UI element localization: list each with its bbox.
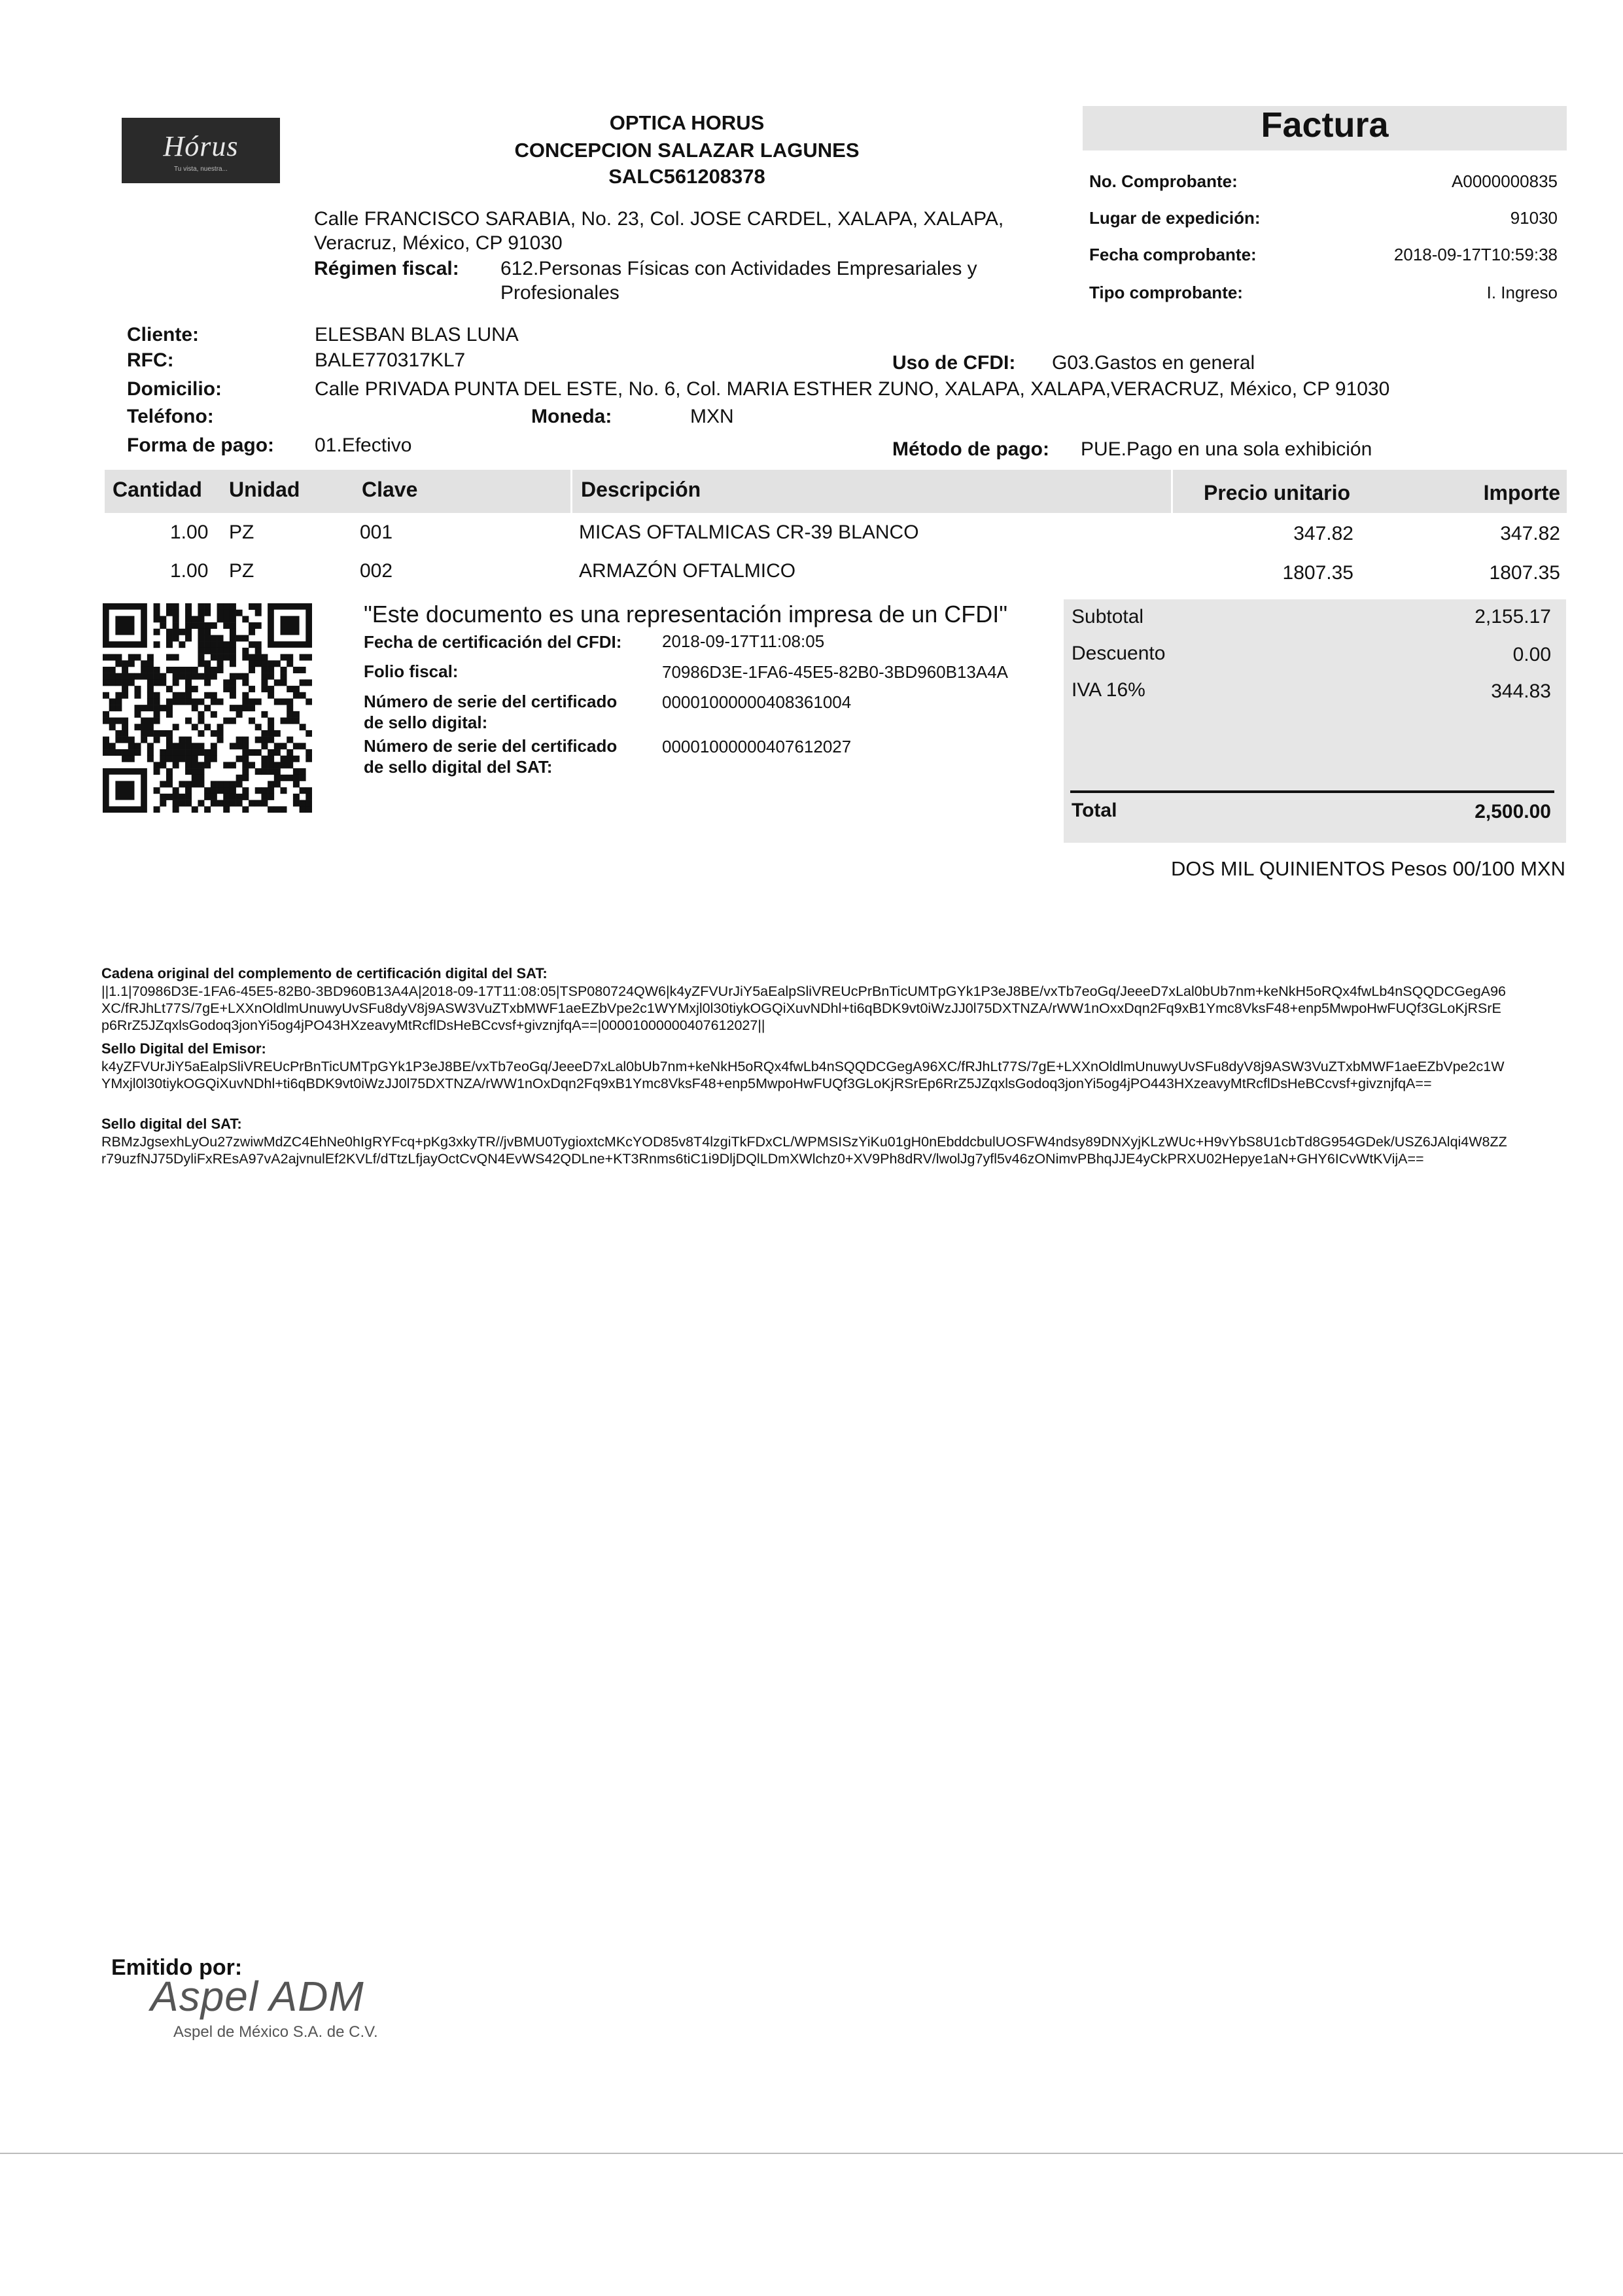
fecha-certificacion-label: Fecha de certificación del CFDI: (364, 632, 622, 652)
emitido-por-label: Emitido por: (111, 1955, 243, 1980)
iva-value: 344.83 (1491, 680, 1551, 702)
factura-title: Factura (1261, 105, 1389, 145)
regimen-value-1: 612.Personas Físicas con Actividades Empresariales y (500, 258, 977, 279)
row-descripcion: ARMAZÓN OFTALMICO (579, 560, 796, 582)
sello-emisor-label: Sello Digital del Emisor: (101, 1040, 266, 1057)
company-logo (122, 118, 280, 183)
row-cantidad: 1.00 (170, 521, 209, 543)
fecha-certificacion-value: 2018-09-17T11:08:05 (662, 631, 825, 651)
logo-word: Hórus (163, 130, 239, 162)
fecha-comprobante-label: Fecha comprobante: (1089, 245, 1257, 264)
sello-emisor-text: k4yZFVUrJiY5aEalpSliVREUcPrBnTicUMTpGYk1P3eJ8BE/vxTb7eoGq/JeeeD7xLal0bUb7nm+keNkH5oRQx4fwLb4nSQQDCGegA96XC/fRJhLt77S/7gE+LXXnOldlmUnuwyUvSFu8dyV8j9ASW3VuZTxbMWF1aeEZbVpe2c1WYMxjl0l30tiykOGQiXuvNDhl+ti6qBDK9vt0iWzJJ0l75DXTNZA/rWW1nOxDqn2Fq9xB1Ymc8VksF48+enp5MwpoHwFUQf3GLoKjRSrEp6RrZ5JZqxlsGodoq3jonYi5og4jPO443HXzeavyMtRcflDsHeBCcvsf+givznjfqA== (101, 1059, 1505, 1091)
subtotal-value: 2,155.17 (1475, 606, 1551, 627)
no-comprobante-value: A0000000835 (1452, 171, 1558, 191)
domicilio-label: Domicilio: (127, 378, 222, 400)
serie-sat-value: 00001000000407612027 (662, 737, 852, 756)
serie-sat-label-2: de sello digital del SAT: (364, 757, 553, 777)
th-unidad: Unidad (229, 478, 300, 501)
totals-divider (1070, 790, 1554, 793)
serie-emisor-label-2: de sello digital: (364, 713, 488, 732)
lugar-label: Lugar de expedición: (1089, 208, 1261, 228)
telefono-label: Teléfono: (127, 406, 214, 427)
table-header-divider (570, 470, 572, 513)
aspel-logo: Aspel ADM (150, 1973, 364, 2020)
row-descripcion: MICAS OFTALMICAS CR-39 BLANCO (579, 521, 919, 543)
serie-emisor-label-1: Número de serie del certificado (364, 692, 618, 711)
logo-tagline: Tu vista, nuestra... (174, 166, 228, 173)
row-importe: 1807.35 (1489, 562, 1560, 584)
company-name: OPTICA HORUS (609, 111, 765, 134)
total-label: Total (1072, 800, 1117, 821)
company-address-line2: Veracruz, México, CP 91030 (314, 232, 563, 254)
total-letra: DOS MIL QUINIENTOS Pesos 00/100 MXN (1171, 857, 1565, 880)
aspel-company-name: Aspel de México S.A. de C.V. (173, 2023, 378, 2041)
uso-cfdi-value: G03.Gastos en general (1052, 352, 1255, 374)
row-precio: 347.82 (1293, 523, 1353, 544)
cadena-original-text: ||1.1|70986D3E-1FA6-45E5-82B0-3BD960B13A4A|2018-09-17T11:08:05|TSP080724QW6|k4yZFVUrJiY5aEalpSliVREUcPrBnTicUMTpGYk1P3eJ8BE/vxTb7eoGq/JeeeD7xLal0bUb7nm+keNkH5oRQx4fwLb4nSQQDCGegA96XC/fRJhLt77S/7gE+LXXnOldlmUnuwyUvSFu8dyV8j9ASW3VuZTxbMWF1aeEZbVpe2c1WYMxjl0l30tiykOGQiXuvNDhl+ti6qBDK9vt0iWzJJ0l75DXTNZA/rWW1nOxxDqn2Fq9xB1Ymc8VksF48+enp5MwpoHwFUQf3GLoKjRSrEp6RrZ5JZqxlsGodoq3jonYi5og4jPO43HXzeavyMtRcflDsHeBCcvsf+givznjfqA==|00001000000407612027|| (101, 983, 1506, 1033)
cadena-original-label: Cadena original del complemento de certificación digital del SAT: (101, 965, 548, 981)
company-owner: CONCEPCION SALAZAR LAGUNES (514, 139, 860, 162)
descuento-value: 0.00 (1512, 644, 1551, 665)
tipo-comprobante-label: Tipo comprobante: (1089, 283, 1243, 302)
serie-emisor-value: 00001000000408361004 (662, 692, 852, 712)
th-precio-unitario: Precio unitario (1204, 481, 1351, 504)
table-header-divider (1171, 470, 1173, 513)
folio-fiscal-value: 70986D3E-1FA6-45E5-82B0-3BD960B13A4A (662, 662, 1009, 682)
uso-cfdi-label: Uso de CFDI: (892, 352, 1016, 374)
moneda-label: Moneda: (531, 406, 612, 427)
no-comprobante-label: No. Comprobante: (1089, 171, 1238, 191)
qr-code-icon (103, 603, 312, 813)
sello-sat-label: Sello digital del SAT: (101, 1116, 242, 1132)
row-cantidad: 1.00 (170, 560, 209, 582)
row-unidad: PZ (229, 560, 254, 582)
lugar-value: 91030 (1510, 208, 1558, 228)
iva-label: IVA 16% (1072, 679, 1145, 701)
cliente-label: Cliente: (127, 324, 200, 345)
folio-fiscal-label: Folio fiscal: (364, 662, 459, 681)
row-importe: 347.82 (1500, 523, 1560, 544)
th-clave: Clave (362, 478, 418, 501)
descuento-label: Descuento (1072, 643, 1166, 664)
th-importe: Importe (1483, 481, 1560, 504)
forma-pago-label: Forma de pago: (127, 434, 275, 456)
company-rfc: SALC561208378 (608, 165, 765, 188)
row-clave: 001 (360, 521, 393, 543)
page-bottom-edge (0, 2153, 1623, 2154)
row-unidad: PZ (229, 521, 254, 543)
domicilio-value: Calle PRIVADA PUNTA DEL ESTE, No. 6, Col. MARIA ESTHER ZUNO, XALAPA, XALAPA,VERACRUZ, México, CP 91030 (315, 378, 1390, 400)
th-cantidad: Cantidad (113, 478, 202, 501)
subtotal-label: Subtotal (1072, 606, 1144, 627)
rfc-label: RFC: (127, 349, 174, 371)
total-value: 2,500.00 (1475, 801, 1551, 822)
tipo-comprobante-value: I. Ingreso (1486, 283, 1558, 302)
cliente-value: ELESBAN BLAS LUNA (315, 324, 519, 345)
fecha-comprobante-value: 2018-09-17T10:59:38 (1393, 245, 1558, 264)
regimen-label: Régimen fiscal: (314, 258, 459, 279)
company-address-line1: Calle FRANCISCO SARABIA, No. 23, Col. JOSE CARDEL, XALAPA, XALAPA, (314, 208, 1004, 230)
metodo-pago-label: Método de pago: (892, 438, 1049, 460)
row-precio: 1807.35 (1282, 562, 1353, 584)
cfdi-leyenda: "Este documento es una representación impresa de un CFDI" (364, 601, 1008, 627)
metodo-pago-value: PUE.Pago en una sola exhibición (1081, 438, 1372, 460)
serie-sat-label-1: Número de serie del certificado (364, 736, 618, 756)
th-descripcion: Descripción (581, 478, 701, 501)
rfc-value: BALE770317KL7 (315, 349, 466, 371)
row-clave: 002 (360, 560, 393, 582)
sello-sat-text: RBMzJgsexhLyOu27zwiwMdZC4EhNe0hIgRYFcq+pKg3xkyTR//jvBMU0TygioxtcMKcYOD85v8T4lzgiTkFDxCL/WPMSISzYiKu01gH0nEbddcbulUOSFW4ndsy89DNXyjKLzWUc+H9vYbS8U1cbTd8G954GDek/USZ6JAlqi4W8ZZr79uzfNJ75DyliFxREsA97vA2ajvnulEf2KVLf/dTtzLfjayOctCvQN4EvWS42QDLne+KT3Rnms6tiC1i9DljDQlLDmXWlchz0+XV9Ph8dRV/lwolJg7yfl5v46zONimvPBhqJJE4yCkPRXU02Hepye1aN+GHY6ICvWtKVijA== (101, 1134, 1507, 1167)
moneda-value: MXN (690, 406, 734, 427)
forma-pago-value: 01.Efectivo (315, 434, 412, 456)
regimen-value-2: Profesionales (500, 282, 620, 304)
